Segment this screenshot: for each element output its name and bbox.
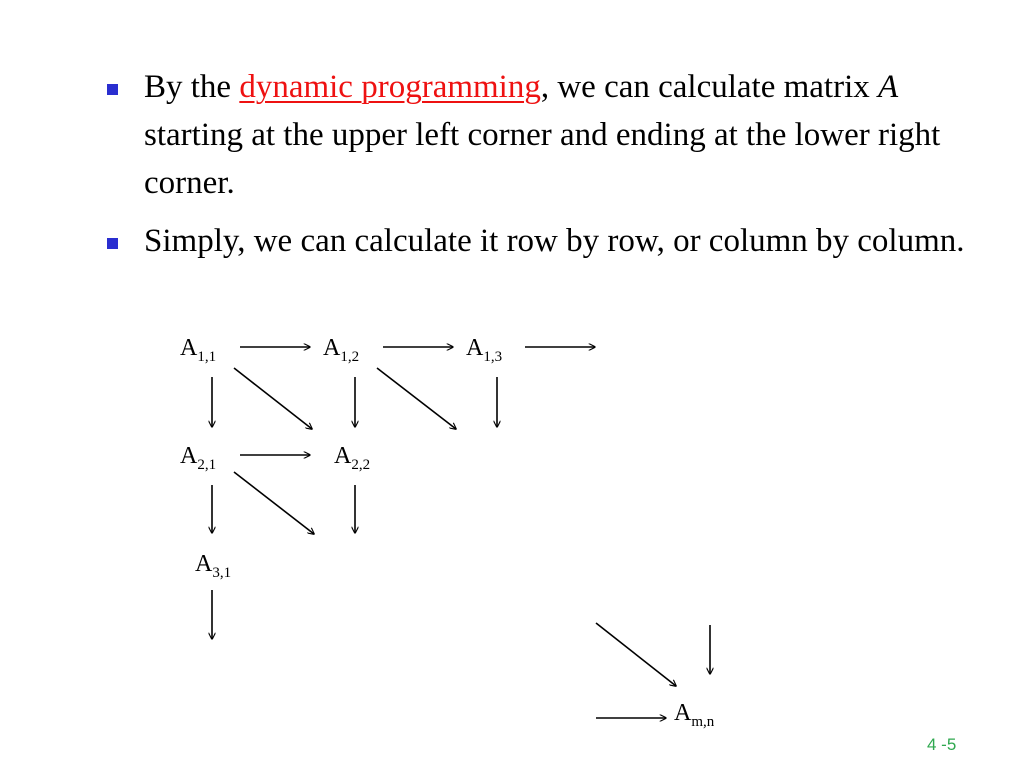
node-a22 (334, 443, 371, 473)
bullet-text-part: starting at the upper left corner and ending at the lower right corner. (144, 117, 941, 201)
node-letter: A (334, 443, 352, 469)
bullet-item-dynamic-programming (106, 63, 986, 207)
bullet-square-icon (107, 84, 118, 95)
node-subscript: 1,2 (340, 349, 360, 365)
node-amn (674, 700, 715, 730)
node-letter: A (180, 335, 198, 361)
arrow-diagonal (234, 368, 312, 429)
node-letter: A (466, 335, 484, 361)
arrow-diagonal (377, 368, 456, 429)
node-subscript: m,n (691, 714, 715, 730)
bullet-square-icon (107, 238, 118, 249)
node-subscript: 1,3 (483, 349, 503, 365)
node-a11 (180, 335, 217, 365)
node-subscript: 2,2 (351, 457, 371, 473)
arrow-diagonal (234, 472, 314, 534)
node-subscript: 2,1 (197, 457, 217, 473)
node-a31 (195, 551, 232, 581)
node-a13 (466, 335, 503, 365)
bullet-text-part: By the (144, 69, 240, 105)
node-letter: A (674, 700, 692, 726)
bullet-list (106, 63, 986, 265)
bullet-item-row-by-row (106, 217, 986, 265)
arrow-diagonal (596, 623, 676, 686)
node-a12 (323, 335, 360, 365)
node-letter: A (323, 335, 341, 361)
node-letter: A (195, 551, 213, 577)
node-a21 (180, 443, 217, 473)
slide-number: 4 -5 (927, 735, 957, 754)
dynamic-programming-link[interactable]: dynamic programming (239, 69, 541, 105)
node-subscript: 1,1 (197, 349, 217, 365)
bullet-text: Simply, we can calculate it row by row, or column by column. (144, 223, 965, 259)
matrix-variable: A (878, 69, 899, 105)
bullet-text-part: , we can calculate matrix (540, 69, 878, 105)
node-subscript: 3,1 (212, 565, 232, 581)
node-letter: A (180, 443, 198, 469)
